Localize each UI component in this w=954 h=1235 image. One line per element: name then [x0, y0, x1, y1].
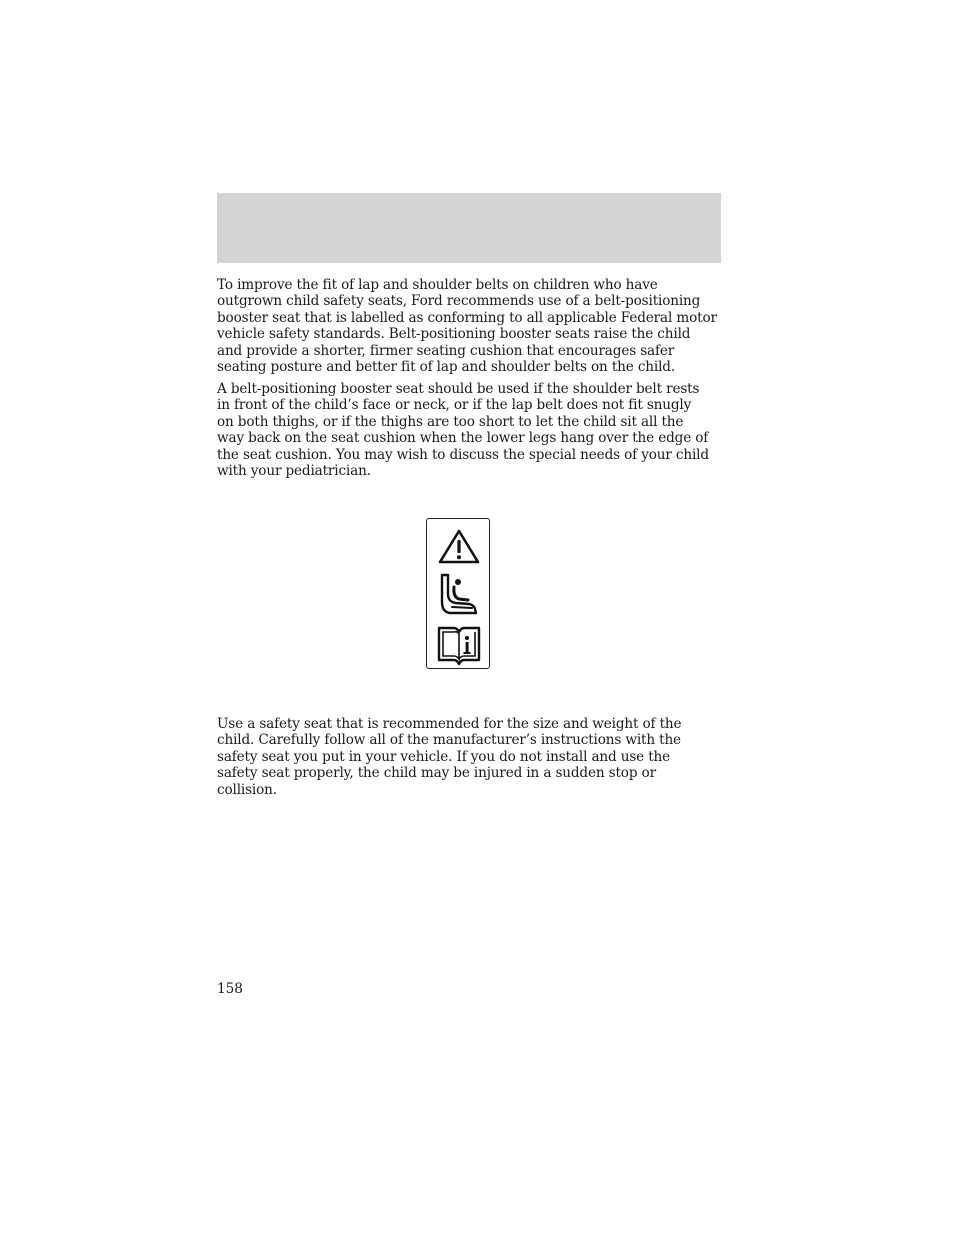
child-seat-icon — [436, 572, 482, 616]
warning-label-box — [426, 518, 490, 669]
warning-triangle-icon — [436, 525, 482, 569]
paragraph-booster-recommendation: To improve the fit of lap and shoulder belts on children who have outgrown child safety seats, Ford recommends use of a belt-positioning booster seat that is labelled as conforming to all applicable Federal motor vehicle safety standards. Belt-positioning booster seats raise the child and provide a shorter, firmer seating cushion that encourages safer seating posture and better fit of lap and shoulder belts on the child. — [217, 277, 717, 376]
page-number: 158 — [217, 981, 243, 997]
section-header-band — [217, 193, 721, 263]
paragraph-safety-seat-warning: Use a safety seat that is recommended for the size and weight of the child. Carefully follow all of the manufacturer’s instructions with the safety seat you put in your vehicle. If you do not install and use the safety seat properly, the child may be injured in a sudden stop or collision. — [217, 716, 682, 798]
owner-manual-icon — [436, 622, 482, 666]
paragraph-booster-usage: A belt-positioning booster seat should be used if the shoulder belt rests in front of the child’s face or neck, or if the lap belt does not fit snugly on both thighs, or if the thighs are too short to let the child sit all the way back on the seat cushion when the lower legs hang over the edge of the seat cushion. You may wish to discuss the special needs of your child with your pediatrician. — [217, 381, 709, 480]
